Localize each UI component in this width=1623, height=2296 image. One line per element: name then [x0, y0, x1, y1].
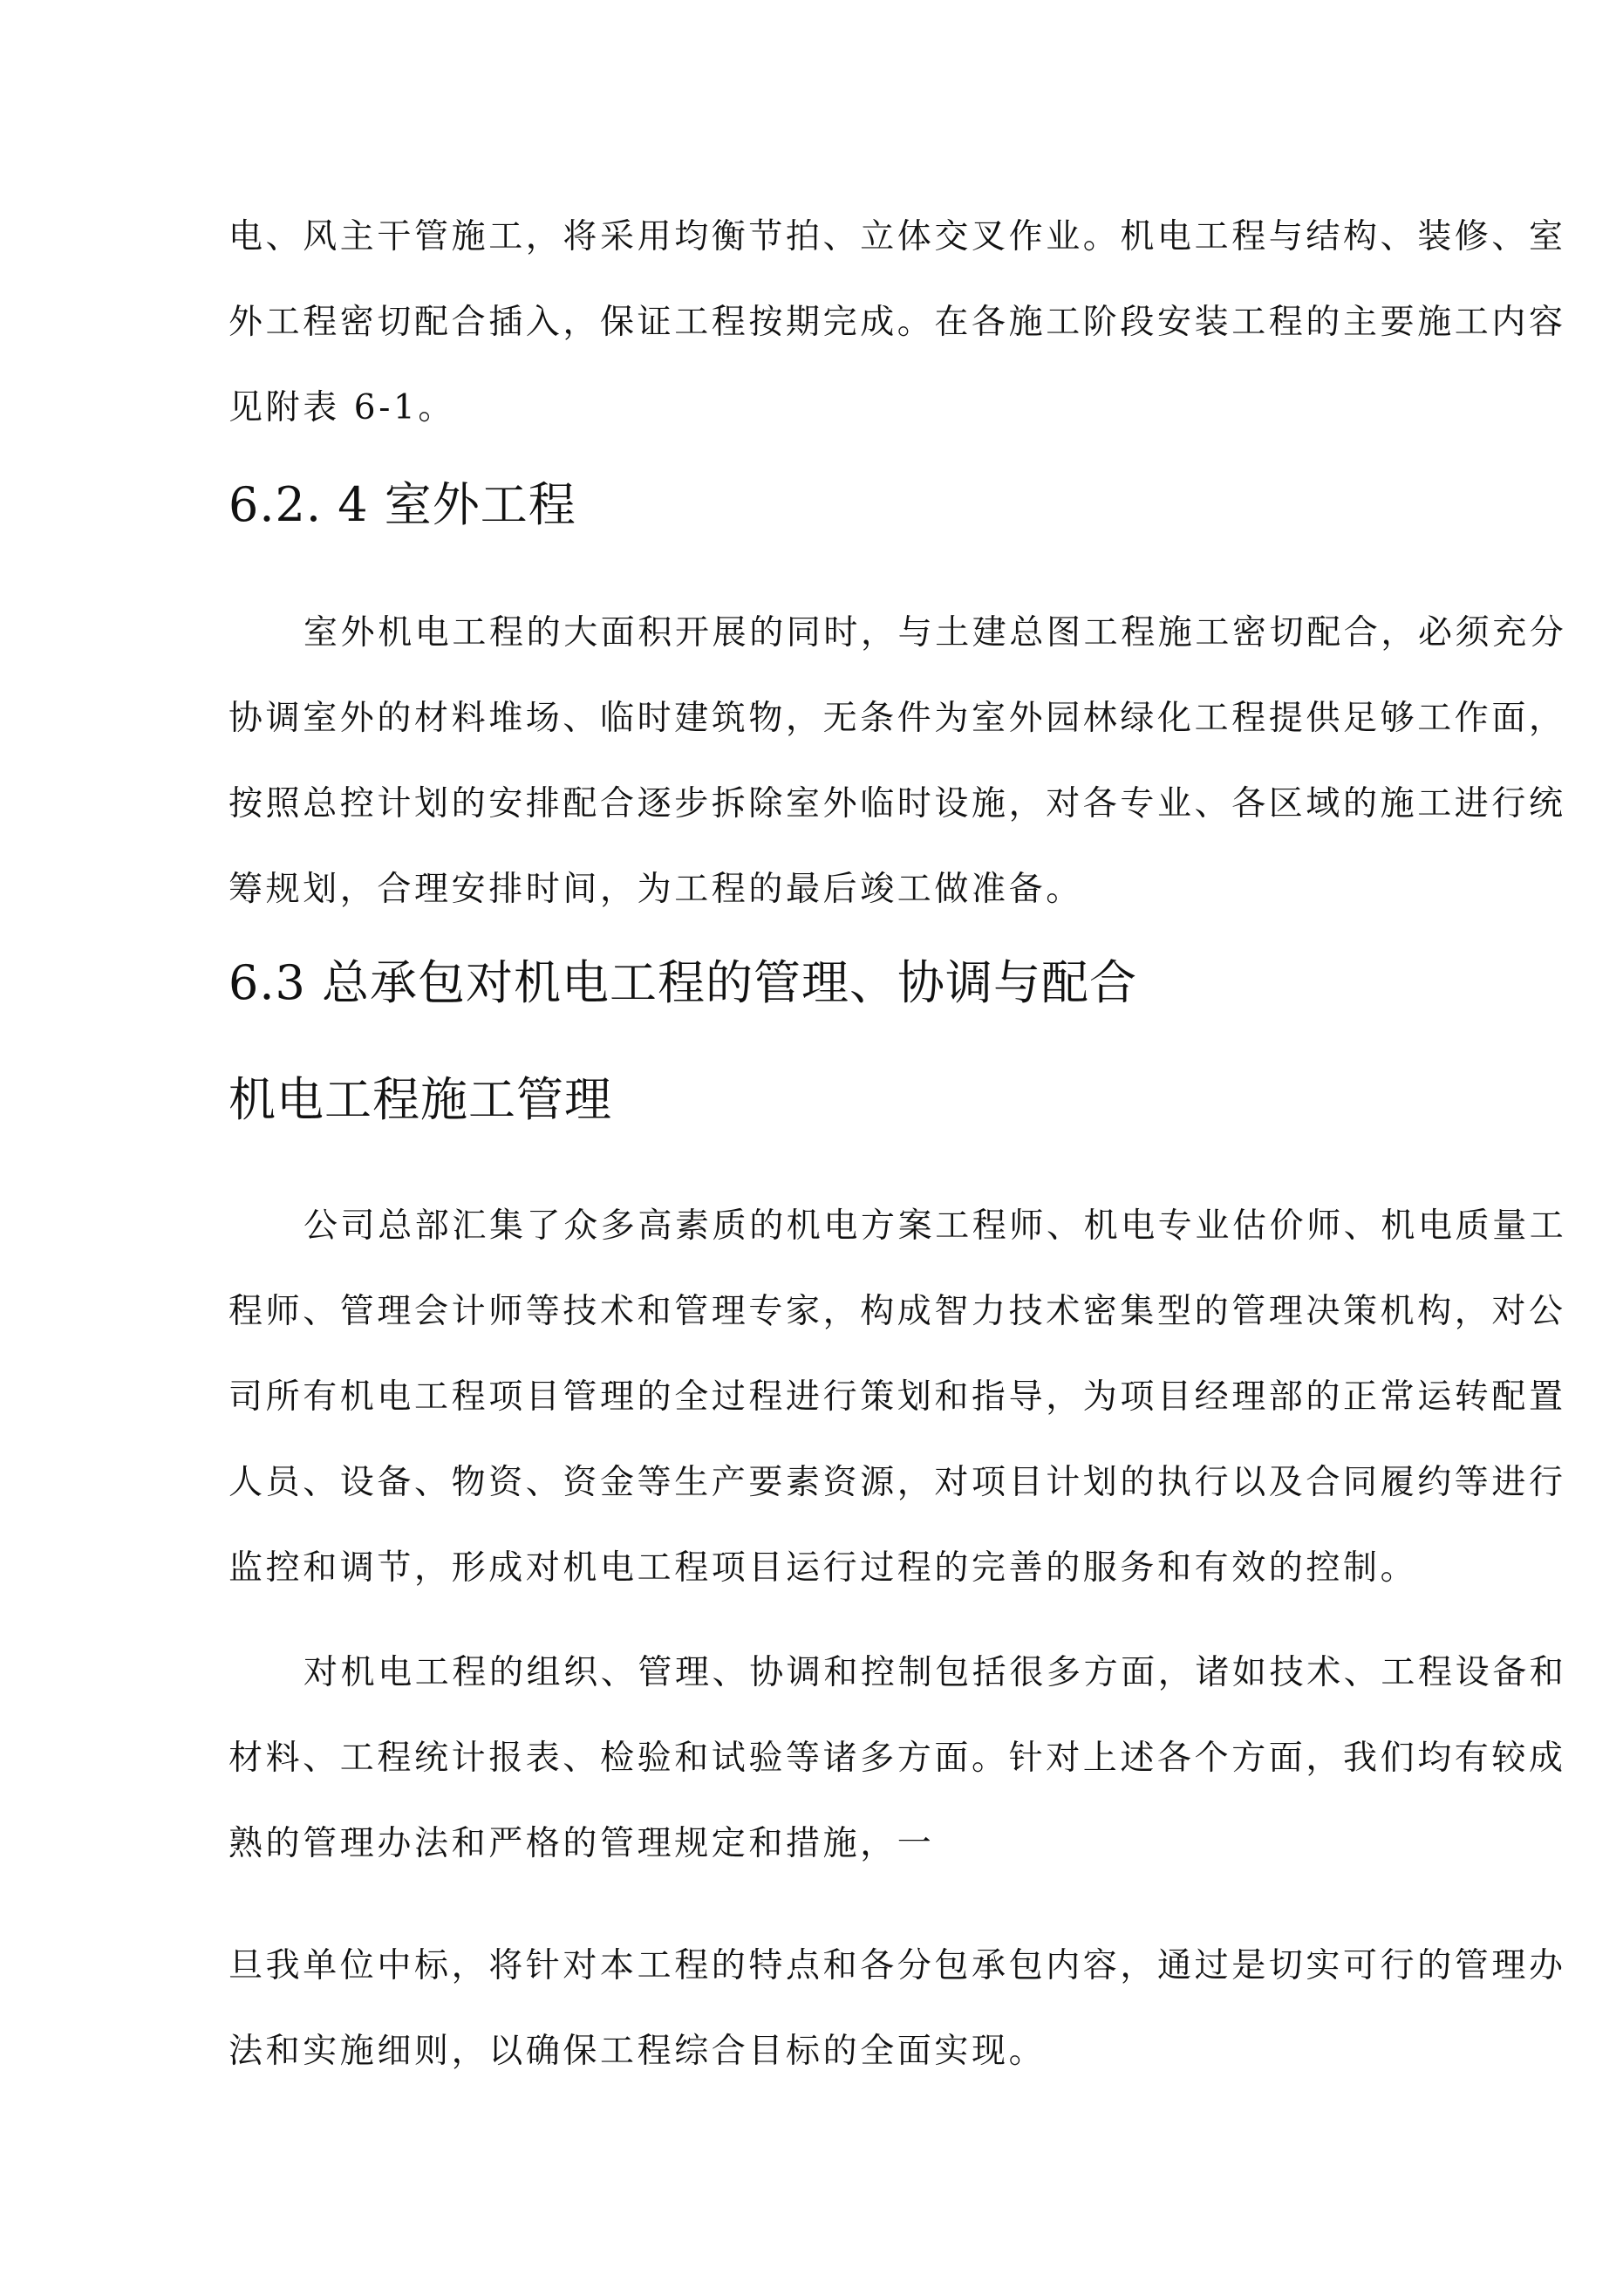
subsection-heading: 机电工程施工管理 [228, 1072, 612, 1127]
body-text-line: 监控和调节，形成对机电工程项目运行过程的完善的服务和有效的控制。 [228, 1548, 1418, 1588]
body-text-line: 筹规划，合理安排时间，为工程的最后竣工做准备。 [228, 870, 1083, 909]
body-text-line: 外工程密切配合插入，保证工程按期完成。在各施工阶段安装工程的主要施工内容 [228, 303, 1566, 342]
body-text-line: 材料、工程统计报表、检验和试验等诸多方面。针对上述各个方面，我们均有较成 [228, 1739, 1566, 1778]
body-text-line: 见附表 6-1。 [228, 388, 456, 427]
body-text-line: 协调室外的材料堆场、临时建筑物，无条件为室外园林绿化工程提供足够工作面， [228, 699, 1566, 738]
body-text-line: 程师、管理会计师等技术和管理专家，构成智力技术密集型的管理决策机构，对公 [228, 1292, 1566, 1331]
body-text-line: 室外机电工程的大面积开展的同时，与土建总图工程施工密切配合，必须充分 [303, 613, 1567, 653]
body-text-line: 旦我单位中标，将针对本工程的特点和各分包承包内容，通过是切实可行的管理办 [228, 1946, 1566, 1985]
body-text-line: 电、风主干管施工，将采用均衡节拍、立体交叉作业。机电工程与结构、装修、室 [228, 217, 1566, 256]
body-text-line: 人员、设备、物资、资金等生产要素资源，对项目计划的执行以及合同履约等进行 [228, 1463, 1566, 1502]
body-text-line: 公司总部汇集了众多高素质的机电方案工程师、机电专业估价师、机电质量工 [303, 1206, 1567, 1246]
body-text-line: 对机电工程的组织、管理、协调和控制包括很多方面，诸如技术、工程设备和 [303, 1653, 1567, 1692]
section-heading-6-2-4: 6.2. 4 室外工程 [228, 477, 576, 532]
body-text-line: 按照总控计划的安排配合逐步拆除室外临时设施，对各专业、各区域的施工进行统 [228, 784, 1566, 823]
body-text-line: 法和实施细则，以确保工程综合目标的全面实现。 [228, 2032, 1047, 2071]
body-text-line: 熟的管理办法和严格的管理规定和措施，一 [228, 1824, 935, 1863]
section-heading-6-3: 6.3 总承包对机电工程的管理、协调与配合 [228, 955, 1138, 1010]
body-text-line: 司所有机电工程项目管理的全过程进行策划和指导，为项目经理部的正常运转配置 [228, 1377, 1566, 1417]
